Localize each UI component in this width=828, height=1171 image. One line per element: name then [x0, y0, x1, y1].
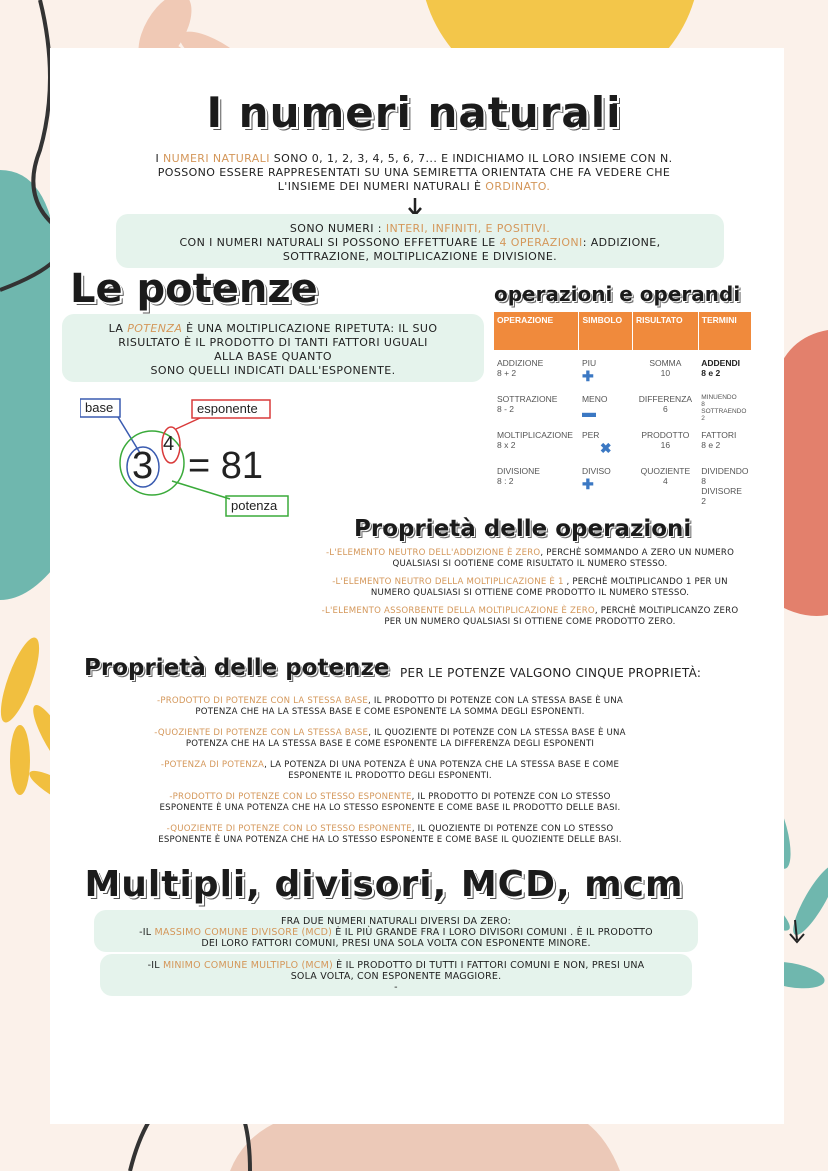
- table-row: [494, 464, 752, 508]
- intro-text: [70, 152, 758, 194]
- list-item: -QUOZIENTE DI POTENZE CON LA STESSA BASE, IL QUOZIENTE DI POTENZE CON LA STESSA BASE È UNA POTENZA CHE HA LA STESSA BASE E COME ESPONENTE LA DIFFERENZA DEGLI ESPONENTI: [154, 728, 626, 749]
- cell-res: PRODOTTO: [641, 430, 690, 440]
- box2-line2: RISULTATO È IL PRODOTTO DI TANTI FATTORI UGUALI: [118, 336, 428, 349]
- box4-hl: MINIMO COMUNE MULTIPLO (MCM): [162, 960, 333, 971]
- box4-line2: SOLA VOLTA, CON ESPONENTE MAGGIORE.: [290, 971, 502, 982]
- cell-op: MOLTIPLICAZIONE: [497, 430, 573, 440]
- power-label: potenza: [231, 498, 278, 513]
- cell-ex: 8 - 2: [497, 404, 515, 414]
- cell-val: 10: [660, 368, 671, 378]
- cell-terms: ADDENDI: [701, 358, 740, 368]
- times-icon: ✖: [599, 440, 612, 456]
- cell-ex: 8 x 2: [497, 440, 516, 450]
- box1-hl2: 4 OPERAZIONI: [499, 236, 583, 249]
- box3-hl: MASSIMO COMUNE DIVISORE (MCD): [154, 927, 333, 938]
- intro-line3a: L'INSIEME DEI NUMERI NATURALI È: [277, 180, 486, 193]
- table-row: [494, 356, 752, 392]
- box3-line2b: È IL PIÙ GRANDE FRA I LORO DIVISORI COMUNI . È IL PRODOTTO: [332, 927, 653, 938]
- list-item: -PRODOTTO DI POTENZE CON LO STESSO ESPONENTE, IL PRODOTTO DI POTENZE CON LO STESSO ESPONENTE È UNA POTENZA CHE HA LO STESSO ESPONENTE E COME BASE IL PRODOTTO DELLE BASI.: [159, 792, 621, 813]
- list-item: -PRODOTTO DI POTENZE CON LA STESSA BASE, IL PRODOTTO DI POTENZE CON LA STESSA BASE È UNA POTENZA CHE HA LA STESSA BASE E COME ESPONENTE LA SOMMA DEGLI ESPONENTI.: [157, 696, 623, 717]
- cell-val: 16: [660, 440, 671, 450]
- minus-icon: ▬: [581, 404, 596, 420]
- cell-terms: MINUENDO: [701, 394, 737, 401]
- cell-terms2: 8: [701, 401, 705, 408]
- plus-icon: ✚: [581, 476, 594, 492]
- section-title-potenze: Le potenze: [70, 266, 318, 312]
- cell-terms: DIVIDENDO: [701, 466, 749, 476]
- prop-potenze-list: [88, 696, 692, 846]
- box2-line1b: È UNA MOLTIPLICAZIONE RIPETUTA: IL SUO: [182, 322, 438, 335]
- cell-sym: PIU: [581, 358, 597, 368]
- cell-terms2: 8 e 2: [701, 440, 721, 450]
- box3-line3: DEI LORO FATTORI COMUNI, PRESI UNA SOLA VOLTA CON ESPONENTE MINORE.: [201, 938, 591, 949]
- cell-terms3: SOTTRAENDO: [701, 408, 747, 415]
- intro-line1b: SONO 0, 1, 2, 3, 4, 5, 6, 7... E INDICHIAMO IL LORO INSIEME CON N.: [269, 152, 673, 165]
- potenza-definition: [62, 322, 484, 378]
- list-item: -L'ELEMENTO NEUTRO DELL'ADDIZIONE È ZERO, PERCHÈ SOMMANDO A ZERO UN NUMERO QUALSIASI SI OOTIENE COME RISULTATO IL NUMERO STESSO.: [325, 548, 735, 569]
- box1-line3: SOTTRAZIONE, MOLTIPLICAZIONE E DIVISIONE.: [282, 250, 558, 263]
- power-result: = 81: [188, 445, 264, 487]
- section-title-prop-potenze: Proprietà delle potenze: [84, 655, 390, 681]
- header-simbolo: SIMBOLO: [579, 312, 633, 350]
- box3-line2a: -IL: [139, 927, 155, 938]
- box4-line1a: -IL: [147, 960, 163, 971]
- info-box-text: [116, 222, 724, 264]
- cell-sym: PER: [581, 430, 600, 440]
- cell-res: SOMMA: [649, 358, 682, 368]
- cell-op: SOTTRAZIONE: [497, 394, 558, 404]
- box4-line3: -: [394, 982, 398, 993]
- power-exponent: 4: [163, 433, 175, 455]
- cell-terms2: 8: [701, 476, 706, 486]
- table-header-row: [494, 312, 752, 350]
- intro-hl1: NUMERI NATURALI: [162, 152, 270, 165]
- box4-line1b: È IL PRODOTTO DI TUTTI I FATTORI COMUNI E NON, PRESI UNA: [332, 960, 645, 971]
- section-title-prop-operazioni: Proprietà delle operazioni: [354, 516, 692, 542]
- cell-res: DIFFERENZA: [638, 394, 693, 404]
- section-title-multipli: Multipli, divisori, MCD, mcm: [84, 864, 684, 905]
- cell-terms4: 2: [701, 415, 705, 422]
- cell-op: ADDIZIONE: [497, 358, 544, 368]
- cell-val: 6: [663, 404, 668, 414]
- page-title: I numeri naturali: [206, 88, 622, 137]
- intro-line1a: I: [155, 152, 163, 165]
- header-operazione: OPERAZIONE: [494, 312, 579, 350]
- table-row: [494, 392, 752, 428]
- intro-hl3: ORDINATO.: [485, 180, 551, 193]
- box1-line2a: CON I NUMERI NATURALI SI POSSONO EFFETTUARE LE: [179, 236, 500, 249]
- cell-terms3: DIVISORE 2: [701, 486, 742, 506]
- power-base: 3: [132, 445, 154, 487]
- box1-line2b: : ADDIZIONE,: [582, 236, 661, 249]
- cell-res: QUOZIENTE: [640, 466, 691, 476]
- exponent-label: esponente: [197, 401, 258, 416]
- list-item: -L'ELEMENTO ASSORBENTE DELLA MOLTIPLICAZIONE È ZERO, PERCHÈ MOLTIPLICANZO ZERO PER UN NUMERO QUALSIASI SI OTTIENE COME PRODOTTO ZERO.: [321, 606, 739, 627]
- prop-potenze-intro: PER LE POTENZE VALGONO CINQUE PROPRIETÀ:: [400, 666, 702, 680]
- mcd-text: [94, 916, 698, 949]
- box3-line1: FRA DUE NUMERI NATURALI DIVERSI DA ZERO:: [281, 916, 511, 927]
- operations-table: [494, 312, 752, 508]
- box2-line3: ALLA BASE QUANTO: [214, 350, 332, 363]
- header-termini: TERMINI: [698, 312, 751, 350]
- prop-operazioni-list: [280, 548, 780, 628]
- cell-val: 4: [663, 476, 668, 486]
- cell-ex: 8 : 2: [497, 476, 514, 486]
- cell-op: DIVISIONE: [497, 466, 540, 476]
- list-item: -QUOZIENTE DI POTENZE CON LO STESSO ESPONENTE, IL QUOZIENTE DI POTENZE CON LO STESSO ESPONENTE È UNA POTENZA CHE HA LO STESSO ESPONENTE E COME BASE IL QUOZIENTE DELLE BASI.: [158, 824, 622, 845]
- list-item: -L'ELEMENTO NEUTRO DELLA MOLTIPLICAZIONE È 1 , PERCHÈ MOLTIPLICANDO 1 PER UN NUMERO QUALSIASI SI OTTIENE COME PRODOTTO IL NUMERO STESSO.: [332, 577, 728, 598]
- cell-terms: FATTORI: [701, 430, 737, 440]
- box1-line1a: SONO NUMERI :: [289, 222, 386, 235]
- mcm-text: [100, 960, 692, 993]
- box2-hl1: POTENZA: [127, 322, 183, 335]
- section-title-operazioni: operazioni e operandi: [494, 282, 741, 306]
- box2-line4: SONO QUELLI INDICATI DALL'ESPONENTE.: [150, 364, 396, 377]
- cell-sym: MENO: [581, 394, 608, 404]
- box2-line1a: LA: [108, 322, 128, 335]
- list-item: -POTENZA DI POTENZA, LA POTENZA DI UNA POTENZA È UNA POTENZA CHE LA STESSA BASE E COME ESPONENTE IL PRODOTTO DEGLI ESPONENTI.: [160, 760, 620, 781]
- cell-sym: DIVISO: [581, 466, 611, 476]
- base-label: base: [85, 400, 114, 415]
- plus-icon: ✚: [581, 368, 594, 384]
- table-row: [494, 428, 752, 464]
- cell-terms2: 8 e 2: [701, 368, 721, 378]
- intro-line2: POSSONO ESSERE RAPPRESENTATI SU UNA SEMIRETTA ORIENTATA CHE FA VEDERE CHE: [157, 166, 671, 179]
- cell-ex: 8 + 2: [497, 368, 517, 378]
- box1-hl1: INTERI, INFINITI, E POSITIVI.: [385, 222, 551, 235]
- header-risultato: RISULTATO: [632, 312, 698, 350]
